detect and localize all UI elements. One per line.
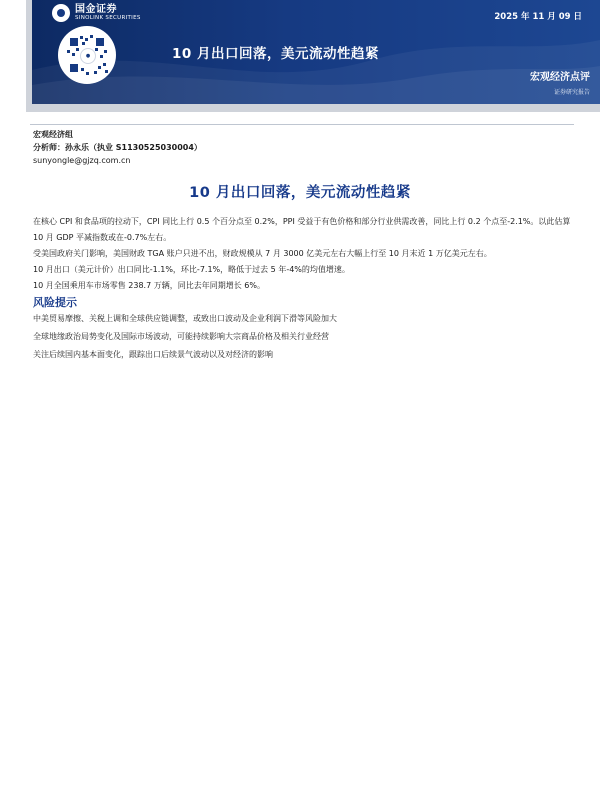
analyst-email[interactable]: sunyongle@gjzq.com.cn bbox=[33, 156, 131, 165]
paragraph: 在核心 CPI 和食品项的拉动下，CPI 同比上行 0.5 个百分点至 0.2%，PPI 受益于有色价格和部分行业供需改善，同比上行 0.2 个点至-2.1%。以此估算 10 月 GDP 平减指数或在-0.7%左右。 bbox=[33, 217, 571, 242]
paragraph: 10 月全国乘用车市场零售 238.7 万辆，同比去年同期增长 6%。 bbox=[33, 281, 265, 290]
header-banner bbox=[26, 0, 600, 112]
paragraph: 10 月出口（美元计价）出口同比-1.1%，环比-7.1%，略低于过去 5 年-4%的均值增速。 bbox=[33, 265, 350, 274]
report-date: 2025 年 11 月 09 日 bbox=[494, 12, 582, 22]
report-body bbox=[33, 214, 573, 364]
risk-item: 全球地缘政治局势变化及国际市场波动，可能持续影响大宗商品价格及相关行业经营 bbox=[33, 332, 329, 341]
banner-title: 10 月出口回落，美元流动性趋紧 bbox=[172, 46, 379, 62]
report-subtype: 证券研究报告 bbox=[553, 89, 590, 96]
team-name: 宏观经济组 bbox=[33, 130, 73, 139]
brand-name-cn: 国金证券 bbox=[75, 4, 117, 15]
page-title: 10 月出口回落，美元流动性趋紧 bbox=[189, 185, 411, 201]
banner-background bbox=[32, 0, 600, 104]
brand-name-en: SINOLINK SECURITIES bbox=[75, 15, 141, 21]
qr-center-badge: ● bbox=[80, 48, 96, 64]
divider bbox=[30, 124, 574, 125]
paragraph: 受美国政府关门影响，美国财政 TGA 账户只进不出，财政规模从 7 月 3000 亿美元左右大幅上行至 10 月末近 1 万亿美元左右。 bbox=[33, 249, 492, 258]
risk-heading: 风险提示 bbox=[33, 296, 77, 309]
sinolink-logo-icon bbox=[52, 4, 70, 22]
risk-item: 关注后续国内基本面变化，跟踪出口后续景气波动以及对经济的影响 bbox=[33, 350, 273, 359]
analyst-name: 分析师：孙永乐（执业 S1130525030004） bbox=[33, 143, 202, 152]
qr-code-icon bbox=[58, 26, 116, 84]
report-type: 宏观经济点评 bbox=[530, 72, 590, 83]
author-info bbox=[33, 128, 202, 167]
brand-logo bbox=[52, 4, 141, 22]
risk-item: 中美贸易摩擦、关税上调和全球供应链调整，或致出口波动及企业利润下滑等风险加大 bbox=[33, 314, 337, 323]
